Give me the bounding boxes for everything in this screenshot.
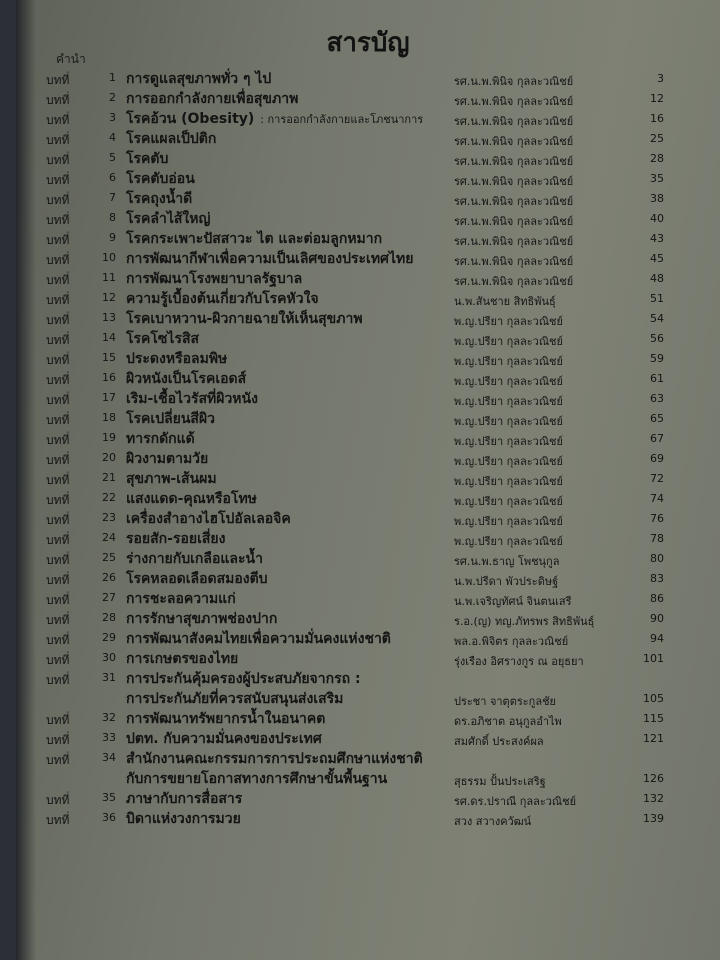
chapter-title (126, 208, 210, 230)
chapter-title-text: โรคหลอดเลือดสมองตีบ (126, 571, 268, 587)
page-number: 63 (650, 392, 664, 405)
chapter-author: สมศักดิ์ ประสงค์ผล (454, 735, 544, 748)
chapter-prefix: บทที่ (46, 613, 70, 627)
chapter-title (126, 268, 302, 290)
chapter-number: 21 (102, 471, 116, 484)
toc-entry (16, 448, 720, 468)
chapter-author: รศ.น.พ.พินิจ กุลละวณิชย์ (454, 175, 574, 188)
chapter-author: รศ.น.พ.พินิจ กุลละวณิชย์ (454, 95, 574, 108)
page-number: 126 (643, 772, 664, 785)
chapter-number: 28 (102, 611, 116, 624)
chapter-title-note: : การออกกำลังกายและโภชนาการ (260, 113, 424, 126)
toc-entry (16, 788, 720, 808)
page-number: 115 (643, 712, 664, 725)
chapter-title-text: แสงแดด-คุณหรือโทษ (126, 491, 257, 507)
chapter-number: 27 (102, 591, 116, 604)
toc-entry (16, 808, 720, 828)
chapter-title-text: การรักษาสุขภาพช่องปาก (126, 611, 278, 627)
chapter-number: 36 (102, 811, 116, 824)
chapter-prefix: บทที่ (46, 593, 70, 607)
chapter-author: ดร.อภิชาต อนุกูลอำไพ (454, 715, 562, 728)
chapter-title-text: การชะลอความแก่ (126, 591, 236, 607)
toc-entry (16, 328, 720, 348)
chapter-prefix: บทที่ (46, 813, 70, 827)
chapter-title (126, 648, 238, 670)
chapter-number: 15 (102, 351, 116, 364)
chapter-number: 1 (109, 71, 116, 84)
toc-entry (16, 408, 720, 428)
toc-entry (16, 748, 720, 788)
page-number: 72 (650, 472, 664, 485)
page-number: 86 (650, 592, 664, 605)
toc-entry (16, 368, 720, 388)
chapter-prefix: บทที่ (46, 73, 70, 87)
page-number: 54 (650, 312, 664, 325)
page-number: 76 (650, 512, 664, 525)
chapter-prefix: บทที่ (46, 153, 70, 167)
page-number: 78 (650, 532, 664, 545)
chapter-title-text: การออกกำลังกายเพื่อสุขภาพ (126, 91, 299, 107)
toc-entry (16, 188, 720, 208)
chapter-title-line2: กับการขยายโอกาสทางการศึกษาขั้นพื้นฐาน (126, 771, 388, 787)
toc-list (16, 68, 720, 828)
chapter-number: 2 (109, 91, 116, 104)
chapter-author: ร.อ.(ญ) ทญ.ภัทรพร สิทธิพันธุ์ (454, 615, 595, 628)
chapter-title-text: โรคตับอ่อน (126, 171, 195, 187)
page-number: 74 (650, 492, 664, 505)
chapter-prefix: บทที่ (46, 633, 70, 647)
toc-entry (16, 508, 720, 528)
chapter-title-text: การประกันคุ้มครองผู้ประสบภัยจากรถ : (126, 671, 361, 687)
chapter-title-text: ประดงหรือลมพิษ (126, 351, 228, 367)
chapter-title (126, 608, 277, 630)
toc-entry (16, 288, 720, 308)
chapter-title-text: บิดาแห่งวงการมวย (126, 811, 241, 827)
chapter-number: 23 (102, 511, 116, 524)
chapter-title (126, 328, 199, 350)
chapter-prefix: บทที่ (46, 413, 70, 427)
chapter-number: 22 (102, 491, 116, 504)
chapter-title-text: โรคกระเพาะปัสสาวะ ไต และต่อมลูกหมาก (126, 231, 383, 247)
chapter-author: พ.ญ.ปรียา กุลละวณิชย์ (454, 315, 563, 328)
toc-entry (16, 248, 720, 268)
chapter-prefix: บทที่ (46, 213, 70, 227)
chapter-number: 13 (102, 311, 116, 324)
chapter-prefix: บทที่ (46, 733, 70, 747)
chapter-author: พ.ญ.ปรียา กุลละวณิชย์ (454, 395, 563, 408)
chapter-title (126, 488, 257, 510)
toc-entry (16, 148, 720, 168)
book-page (16, 0, 720, 960)
toc-entry (16, 568, 720, 588)
chapter-number: 9 (109, 231, 116, 244)
page-number: 80 (650, 552, 664, 565)
page-number: 67 (650, 432, 664, 445)
chapter-number: 10 (102, 251, 116, 264)
chapter-number: 7 (109, 191, 116, 204)
page-number: 59 (650, 352, 664, 365)
chapter-number: 19 (102, 431, 116, 444)
toc-entry (16, 428, 720, 448)
toc-entry (16, 388, 720, 408)
chapter-number: 6 (109, 171, 116, 184)
chapter-title-text: ผิวหนังเป็นโรคเอดส์ (126, 371, 247, 387)
page-number: 69 (650, 452, 664, 465)
chapter-author: สวง สวางควัฒน์ (454, 815, 532, 828)
chapter-title (126, 128, 216, 150)
toc-entry (16, 528, 720, 548)
toc-entry (16, 588, 720, 608)
page-number: 12 (650, 92, 664, 105)
page-number: 51 (650, 292, 664, 305)
chapter-title-text: ร่างกายกับเกลือและน้ำ (126, 551, 263, 567)
chapter-title (126, 568, 268, 590)
chapter-number: 35 (102, 791, 116, 804)
chapter-prefix: บทที่ (46, 393, 70, 407)
chapter-title-text: ปตท. กับความมั่นคงของประเทศ (126, 731, 322, 747)
chapter-number: 12 (102, 291, 116, 304)
chapter-author: พ.ญ.ปรียา กุลละวณิชย์ (454, 415, 563, 428)
chapter-title (126, 708, 325, 730)
chapter-title-text: สำนักงานคณะกรรมการการประถมศึกษาแห่งชาติ (126, 751, 423, 767)
chapter-title-text: เครื่องสำอางไฮโปอัลเลอจิค (126, 511, 291, 527)
chapter-number: 14 (102, 331, 116, 344)
chapter-author: รุ่งเรือง อิศรางกูร ณ อยุธยา (454, 655, 584, 668)
page-number: 90 (650, 612, 664, 625)
chapter-title-text: ผิวงามตามวัย (126, 451, 209, 467)
chapter-title-text: รอยสัก-รอยเสี่ยง (126, 531, 226, 547)
chapter-title-text: การดูแลสุขภาพทั่ว ๆ ไป (126, 71, 272, 87)
chapter-prefix: บทที่ (46, 373, 70, 387)
chapter-title (126, 348, 227, 370)
chapter-title (126, 248, 413, 270)
page-number: 83 (650, 572, 664, 585)
chapter-title (126, 68, 271, 90)
chapter-title (126, 388, 258, 410)
chapter-title (126, 448, 208, 470)
chapter-author: รศ.น.พ.พินิจ กุลละวณิชย์ (454, 135, 574, 148)
chapter-prefix: บทที่ (46, 433, 70, 447)
chapter-number: 32 (102, 711, 116, 724)
toc-entry (16, 728, 720, 748)
chapter-number: 30 (102, 651, 116, 664)
chapter-prefix: บทที่ (46, 353, 70, 367)
page-number: 132 (643, 792, 664, 805)
page-number: 94 (650, 632, 664, 645)
toc-entry (16, 88, 720, 108)
toc-entry (16, 668, 720, 708)
page-number: 35 (650, 172, 664, 185)
chapter-author: พล.อ.พิจิตร กุลละวณิชย์ (454, 635, 569, 648)
chapter-prefix: บทที่ (46, 313, 70, 327)
chapter-title (126, 428, 195, 450)
toc-entry (16, 488, 720, 508)
chapter-author: รศ.ดร.ปราณี กุลละวณิชย์ (454, 795, 577, 808)
chapter-title-text: การพัฒนาโรงพยาบาลรัฐบาล (126, 271, 303, 287)
chapter-title-text: โรคลำไส้ใหญ่ (126, 211, 211, 227)
page-number: 25 (650, 132, 664, 145)
chapter-prefix: บทที่ (46, 233, 70, 247)
chapter-prefix: บทที่ (46, 453, 70, 467)
chapter-prefix: บทที่ (46, 673, 70, 687)
chapter-author: น.พ.ปรีดา พัวประดิษฐ์ (454, 575, 559, 588)
chapter-prefix: บทที่ (46, 653, 70, 667)
toc-entry (16, 228, 720, 248)
chapter-author: รศ.น.พ.พินิจ กุลละวณิชย์ (454, 115, 574, 128)
page-number: 48 (650, 272, 664, 285)
chapter-prefix: บทที่ (46, 573, 70, 587)
page-number: 105 (643, 692, 664, 705)
page-number: 56 (650, 332, 664, 345)
chapter-prefix: บทที่ (46, 513, 70, 527)
chapter-prefix: บทที่ (46, 333, 70, 347)
chapter-title (126, 508, 291, 530)
chapter-author: รศ.น.พ.พินิจ กุลละวณิชย์ (454, 195, 574, 208)
chapter-author: พ.ญ.ปรียา กุลละวณิชย์ (454, 475, 563, 488)
chapter-title-text: เริม-เชื้อไวรัสที่ผิวหนัง (126, 391, 258, 407)
chapter-title (126, 108, 423, 130)
chapter-author: รศ.น.พ.พินิจ กุลละวณิชย์ (454, 155, 574, 168)
chapter-title-text: โรคเบาหวาน-ผิวกายฉายให้เห็นสุขภาพ (126, 311, 363, 327)
chapter-title-text: สุขภาพ-เส้นผม (126, 471, 217, 487)
chapter-author: น.พ.เจริญทัศน์ จินตนเสรี (454, 595, 572, 608)
chapter-title (126, 228, 382, 250)
chapter-number: 29 (102, 631, 116, 644)
toc-entry (16, 168, 720, 188)
chapter-number: 8 (109, 211, 116, 224)
chapter-title-text: การเกษตรของไทย (126, 651, 239, 667)
page-number: 65 (650, 412, 664, 425)
page-number: 16 (650, 112, 664, 125)
page-number: 61 (650, 372, 664, 385)
chapter-prefix: บทที่ (46, 753, 70, 767)
toc-entry (16, 308, 720, 328)
chapter-number: 26 (102, 571, 116, 584)
chapter-author: น.พ.สันชาย สิทธิพันธุ์ (454, 295, 556, 308)
chapter-number: 11 (102, 271, 116, 284)
toc-entry (16, 108, 720, 128)
chapter-author: พ.ญ.ปรียา กุลละวณิชย์ (454, 355, 563, 368)
chapter-title (126, 288, 319, 310)
chapter-prefix: บทที่ (46, 473, 70, 487)
toc-entry (16, 268, 720, 288)
chapter-prefix: บทที่ (46, 113, 70, 127)
chapter-prefix: บทที่ (46, 713, 70, 727)
chapter-author: พ.ญ.ปรียา กุลละวณิชย์ (454, 495, 563, 508)
chapter-number: 5 (109, 151, 116, 164)
chapter-author: รศ.น.พ.พินิจ กุลละวณิชย์ (454, 275, 574, 288)
chapter-author: พ.ญ.ปรียา กุลละวณิชย์ (454, 535, 563, 548)
page-number: 40 (650, 212, 664, 225)
chapter-number: 33 (102, 731, 116, 744)
chapter-author: พ.ญ.ปรียา กุลละวณิชย์ (454, 375, 563, 388)
chapter-title (126, 368, 246, 390)
chapter-number: 24 (102, 531, 116, 544)
toc-entry (16, 608, 720, 628)
chapter-author: รศ.น.พ.ธาญ โพชนุกูล (454, 555, 560, 568)
chapter-title (126, 188, 192, 210)
chapter-title-text: โรคโซไรสิส (126, 331, 200, 347)
chapter-number: 17 (102, 391, 116, 404)
page-number: 43 (650, 232, 664, 245)
chapter-number: 20 (102, 451, 116, 464)
page-number: 139 (643, 812, 664, 825)
chapter-title-line2: การประกันภัยที่ควรสนับสนุนส่งเสริม (126, 691, 344, 707)
chapter-author: รศ.น.พ.พินิจ กุลละวณิชย์ (454, 255, 574, 268)
chapter-title-text: โรคเปลี่ยนสีผิว (126, 411, 216, 427)
chapter-number: 3 (109, 111, 116, 124)
chapter-title (126, 548, 263, 570)
page-number: 121 (643, 732, 664, 745)
chapter-number: 16 (102, 371, 116, 384)
chapter-prefix: บทที่ (46, 493, 70, 507)
chapter-author: พ.ญ.ปรียา กุลละวณิชย์ (454, 515, 563, 528)
chapter-title (126, 88, 298, 110)
chapter-prefix: บทที่ (46, 93, 70, 107)
chapter-title-text: โรคถุงน้ำดี (126, 191, 193, 207)
chapter-number: 4 (109, 131, 116, 144)
chapter-number: 25 (102, 551, 116, 564)
chapter-title (126, 808, 241, 830)
chapter-title (126, 168, 195, 190)
page-number: 101 (643, 652, 664, 665)
toc-entry (16, 128, 720, 148)
chapter-prefix: บทที่ (46, 193, 70, 207)
page-number: 3 (657, 72, 664, 85)
chapter-title-text: การพัฒนาทรัพยากรน้ำในอนาคต (126, 711, 326, 727)
toc-entry (16, 648, 720, 668)
chapter-prefix: บทที่ (46, 553, 70, 567)
chapter-number: 34 (102, 751, 116, 764)
chapter-prefix: บทที่ (46, 793, 70, 807)
toc-entry (16, 208, 720, 228)
chapter-prefix: บทที่ (46, 273, 70, 287)
chapter-author: รศ.น.พ.พินิจ กุลละวณิชย์ (454, 75, 574, 88)
chapter-author: พ.ญ.ปรียา กุลละวณิชย์ (454, 435, 563, 448)
chapter-title (126, 408, 215, 430)
chapter-prefix: บทที่ (46, 253, 70, 267)
chapter-author: รศ.น.พ.พินิจ กุลละวณิชย์ (454, 215, 574, 228)
chapter-title (126, 148, 168, 170)
chapter-prefix: บทที่ (46, 293, 70, 307)
chapter-title-text: โรคตับ (126, 151, 169, 167)
chapter-title-text: ภาษากับการสื่อสาร (126, 791, 243, 807)
chapter-number: 31 (102, 671, 116, 684)
chapter-title (126, 668, 361, 690)
toc-entry (16, 468, 720, 488)
chapter-title-text: โรคอ้วน (Obesity) (126, 111, 255, 127)
chapter-title (126, 788, 242, 810)
chapter-author: พ.ญ.ปรียา กุลละวณิชย์ (454, 335, 563, 348)
chapter-title (126, 308, 363, 330)
chapter-author: พ.ญ.ปรียา กุลละวณิชย์ (454, 455, 563, 468)
toc-entry (16, 68, 720, 88)
chapter-author: สุธรรม ปั้นประเสริฐ (454, 775, 546, 788)
chapter-author: ประชา จาตุตระกูลชัย (454, 695, 556, 708)
page-number: 38 (650, 192, 664, 205)
toc-entry (16, 628, 720, 648)
toc-entry (16, 348, 720, 368)
chapter-prefix: บทที่ (46, 533, 70, 547)
preface-label: คำนำ (56, 52, 86, 66)
page-number: 45 (650, 252, 664, 265)
chapter-title-text: ความรู้เบื้องต้นเกี่ยวกับโรคหัวใจ (126, 291, 319, 307)
chapter-title (126, 748, 423, 770)
toc-entry (16, 548, 720, 568)
chapter-title-text: ทารกดักแด้ (126, 431, 195, 447)
chapter-title (126, 628, 391, 650)
chapter-title-text: โรคแผลเป็ปติก (126, 131, 217, 147)
chapter-title-text: การพัฒนากีฬาเพื่อความเป็นเลิศของประเทศไทย (126, 251, 414, 267)
chapter-title (126, 468, 217, 490)
page-number: 28 (650, 152, 664, 165)
chapter-title (126, 588, 236, 610)
page-title: สารบัญ (326, 28, 410, 58)
chapter-title (126, 728, 322, 750)
chapter-prefix: บทที่ (46, 133, 70, 147)
chapter-title-text: การพัฒนาสังคมไทยเพื่อความมั่นคงแห่งชาติ (126, 631, 391, 647)
chapter-author: รศ.น.พ.พินิจ กุลละวณิชย์ (454, 235, 574, 248)
chapter-prefix: บทที่ (46, 173, 70, 187)
toc-entry (16, 708, 720, 728)
chapter-number: 18 (102, 411, 116, 424)
chapter-title (126, 528, 225, 550)
